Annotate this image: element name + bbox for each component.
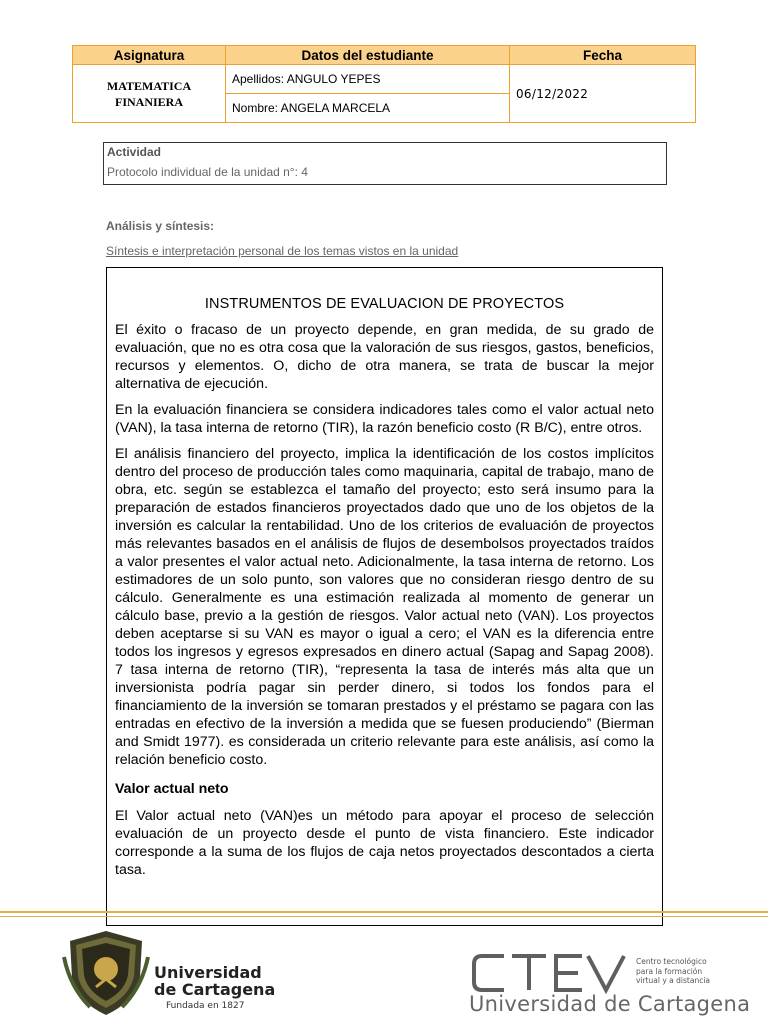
- ctev-tag-line3: virtual y a distancia: [636, 976, 711, 985]
- content-title: INSTRUMENTOS DE EVALUACION DE PROYECTOS: [204, 296, 565, 312]
- header-date-col: Fecha: [510, 46, 696, 65]
- date-cell: 06/12/2022: [510, 65, 696, 123]
- footer-divider: [0, 911, 768, 913]
- paragraph-3: El análisis financiero del proyecto, implica la identificación de los costos implícitos dentro del proceso de producción tales como maquinaria, capital de trabajo, mano de obra, etc. según se establezca el tamaño del proyecto; esto será insumo para la preparación de estados financieros proyectados dado que uno de los objetos de la inversión es calcular la rentabilidad. Uno de los criterios de evaluación de proyectos más relevantes basados en el análisis de flujos de desembolsos proyectados traídos a valor presentes el valor actual neto. Adicionalmente, la tasa interna de retorno. Los estimadores de un solo punto, son valores que no consideran riesgo dentro de su cálculo. Generalmente es una estimación realizada al momento de generar un cálculo base, previo a la gestión de riesgos. Valor actual neto (VAN). Los proyectos deben aceptarse si su VAN es mayor o igual a cero; el VAN es la diferencia entre todos los ingresos y egresos expresados en dinero actual (Sapag and Sapag 2008). 7 tasa interna de retorno (TIR), “representa la tasa de interés más alta que un inversionista podría pagar sin perder dinero, si todos los fondos para el financiamiento de la inversión se tomaran prestados y el préstamo se pagara con las entradas en efectivo de la inversión a medida que se fuesen produciendo” (Bierman and Smidt 1977). es considerada un criterio relevante para este análisis, así como la relación beneficio costo.: [115, 446, 654, 768]
- university-name: [154, 964, 275, 998]
- university-name-line1: Universidad: [154, 963, 262, 982]
- name-cell: Nombre: ANGELA MARCELA: [226, 94, 510, 123]
- activity-text: Protocolo individual de la unidad n°: 4: [107, 165, 308, 179]
- header-table: [72, 45, 696, 123]
- ctev-tag-line1: Centro tecnológico: [636, 957, 707, 966]
- university-founded: Fundada en 1827: [166, 1001, 245, 1011]
- analysis-label: Análisis y síntesis:: [106, 219, 215, 233]
- paragraph-2: En la evaluación financiera se considera indicadores tales como el valor actual neto (VAN), la tasa interna de retorno (TIR), la razón beneficio costo (R B/C), entre otros.: [115, 402, 654, 436]
- activity-title: Actividad: [107, 145, 162, 159]
- footer-divider-thin: [0, 916, 768, 917]
- ctev-logo-icon: [470, 952, 630, 994]
- header-student-col: Datos del estudiante: [226, 46, 510, 65]
- university-name-line2: de Cartagena: [154, 980, 276, 999]
- subject-line2: FINANIERA: [114, 94, 183, 109]
- university-seal-icon: [60, 927, 152, 1019]
- ctev-tagline: [636, 957, 710, 986]
- ctev-university-name: Universidad de Cartagena: [469, 992, 751, 1016]
- header-subject-col: Asignatura: [73, 46, 226, 65]
- ctev-tag-line2: para la formación: [636, 966, 703, 976]
- analysis-subtitle: Síntesis e interpretación personal de los temas vistos en la unidad: [106, 244, 459, 258]
- paragraph-1: El éxito o fracaso de un proyecto depende, en gran medida, de su grado de evaluación, que no es otra cosa que la valoración de sus riesgos, gastos, beneficios, recursos y elementos. O, dicho de otra manera, se trata de buscar la mejor alternativa de ejecución.: [115, 322, 654, 392]
- subject-cell: [73, 65, 226, 123]
- subject-line1: MATEMATICA: [106, 78, 192, 93]
- section-heading: Valor actual neto: [115, 781, 229, 797]
- activity-box: [103, 142, 667, 185]
- content-box: [106, 267, 663, 926]
- surname-cell: Apellidos: ANGULO YEPES: [226, 65, 510, 94]
- paragraph-4: El Valor actual neto (VAN)es un método para apoyar el proceso de selección evaluación de un proyecto desde el punto de vista financiero. Este indicador corresponde a la suma de los flujos de caja netos proyectados descontados a cierta tasa.: [115, 808, 654, 878]
